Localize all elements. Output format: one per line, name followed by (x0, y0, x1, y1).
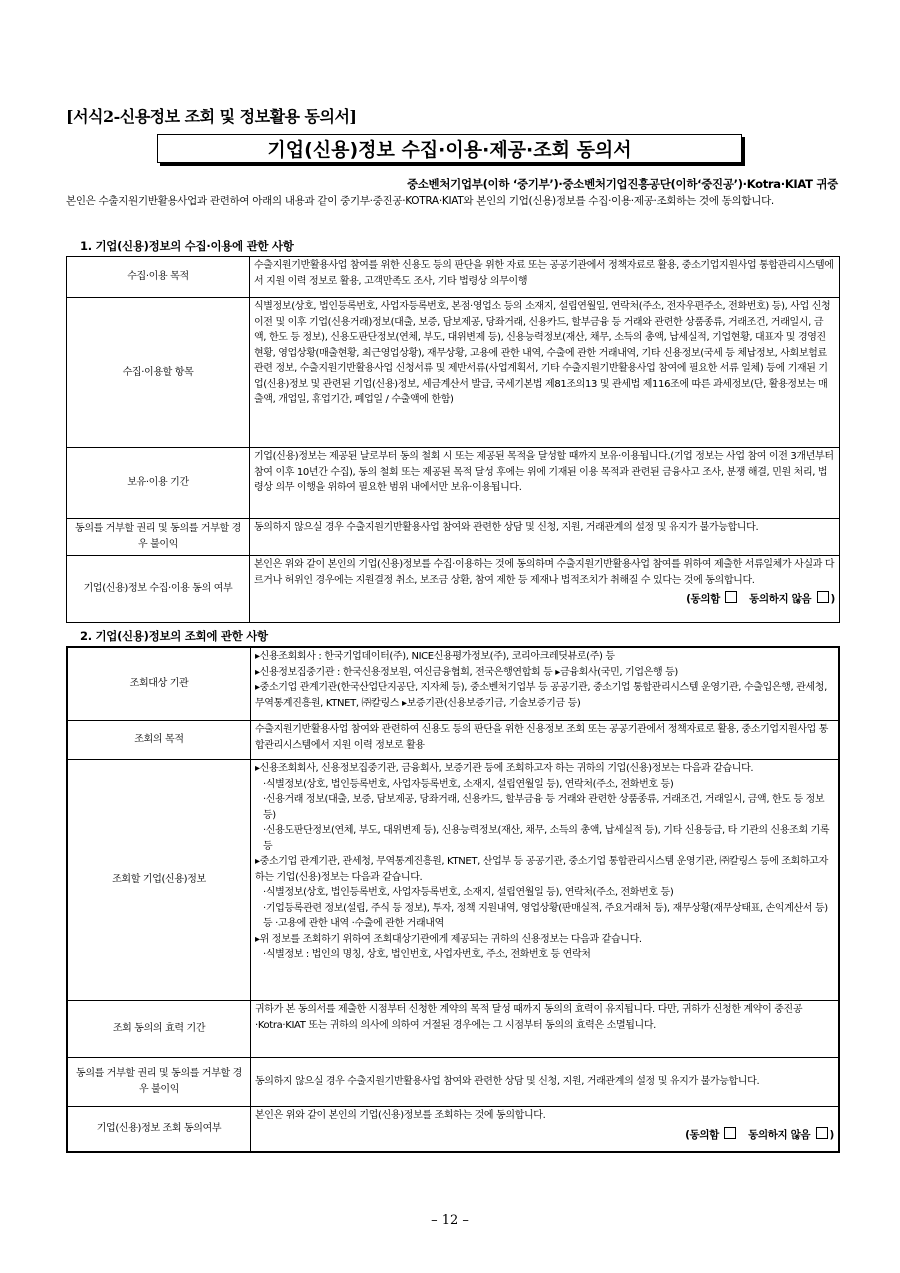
row-label: 동의를 거부할 권리 및 동의를 거부할 경우 불이익 (67, 1058, 251, 1107)
table-row (67, 1058, 839, 1107)
row-label: 조회할 기업(신용)정보 (67, 760, 251, 1001)
info-line: ▸신용조회회사, 신용정보집중기관, 금융회사, 보증기관 등에 조회하고자 하는 귀하의 기업(신용)정보는 다음과 같습니다. (255, 763, 754, 774)
info-line: ·식별정보(상호, 법인등록번호, 사업자등록번호, 소재지, 설립연월일 등), 연락처(주소, 전화번호 등) (263, 778, 674, 790)
form-label: [서식2-신용정보 조회 및 정보활용 동의서] (66, 107, 357, 126)
intro-text: 본인은 수출지원기반활용사업과 관련하여 아래의 내용과 같이 중기부·중진공·KOTRA·KIAT와 본인의 기업(신용)정보를 수집·이용·제공·조회하는 것에 동의합니다. (66, 195, 774, 207)
table-row (67, 519, 840, 556)
row-content (250, 556, 840, 623)
row-label: 기업(신용)정보 조회 동의여부 (67, 1107, 251, 1153)
section1-title: 1. 기업(신용)정보의 수집·이용에 관한 사항 (80, 239, 294, 253)
title-box (157, 134, 742, 163)
info-line: ·신용거래 정보(대출, 보증, 담보제공, 당좌거래, 신용카드, 할부금융 등 거래와 관련한 상품종류, 거래조건, 거래일시, 금액, 한도 등 정보 등) (263, 794, 825, 821)
info-line: ·신용도판단정보(연체, 부도, 대위변제 등), 신용능력정보(재산, 채무, 소득의 총액, 납세실적 등), 기타 신용등급, 타 기관의 신용조회 기록 등 (263, 825, 830, 852)
consent-text: 본인은 위와 같이 본인의 기업(신용)정보를 수집·이용하는 것에 동의하며 수출지원기반활용사업 참여를 위하여 제출한 서류일체가 사실과 다르거나 허위인 경우에는 지원결정 취소, 보조금 상환, 참여 제한 등 제재나 법적조치가 취해질 수 있다는 것에 동의합니다. (254, 559, 835, 586)
consent-checkboxes: (동의함 동의하지 않음 ) (686, 593, 835, 605)
info-line: ·기업등록관련 정보(설립, 주식 등 정보), 투자, 정책 지원내역, 영업상황(판매실적, 주요거래처 등), 재무상황(재무상태표, 손익계산서 등) 등 ·고용에 관한 내역 ·수출에 관한 거래내역 (263, 902, 828, 929)
row-label: 수집·이용 목적 (67, 257, 250, 298)
target-line: ▸신용조회회사 : 한국기업데이터(주), NICE신용평가정보(주), 코리아크레딧뷰로(주) 등 (255, 651, 615, 662)
row-label: 기업(신용)정보 수집·이용 동의 여부 (67, 556, 250, 623)
table-row (67, 721, 839, 760)
agree-label: 동의함 (689, 1128, 719, 1141)
table-row (67, 257, 840, 298)
disagree-label: 동의하지 않음 (748, 1128, 811, 1141)
section2-table (66, 646, 840, 1153)
agree-checkbox[interactable] (725, 591, 737, 603)
row-content: 기업(신용)정보는 제공된 날로부터 동의 철회 시 또는 제공된 목적을 달성할 때까지 보유·이용됩니다.(기업 정보는 사업 참여 이전 3개년부터 참여 이후 10년간 수집), 동의 철회 또는 제공된 목적 달성 후에는 위에 기재된 이용 목적과 관련된 금융사고 조사, 분쟁 해결, 민원 처리, 법령상 의무 이행을 위하여 필요한 범위 내에서만 보유·이용됩니다. (250, 448, 840, 519)
section2-title: 2. 기업(신용)정보의 조회에 관한 사항 (80, 629, 268, 643)
table-row (67, 760, 839, 1001)
table-row (67, 448, 840, 519)
target-line: ▸중소기업 관계기관(한국산업단지공단, 지자체 등), 중소벤처기업부 등 공공기관, 중소기업 통합관리시스템 운영기관, 수출입은행, 관세청, 무역통계진흥원, KTNET, ㈜칼링스 ▸보증기관(신용보증기금, 기술보증기금 등) (255, 682, 827, 709)
row-content: 식별정보(상호, 법인등록번호, 사업자등록번호, 본점·영업소 등의 소재지, 설립연월일, 연락처(주소, 전자우편주소, 전화번호) 등), 사업 신청 이전 및 이후 기업(신용거래)정보(대출, 보증, 담보제공, 당좌거래, 신용카드, 할부금융 등 거래와 관련한 상품종류, 거래조건, 거래일시, 금액, 한도 등 정보), 신용도판단정보(연체, 부도, 대위변제 등), 신용능력정보(재산, 채무, 소득의 총액, 납세실적, 기업현황, 대표자 및 경영진 현황, 영업상황(매출현황, 최근영업상황), 재무상황, 고용에 관한 내역, 수출에 관한 거래내역, 기타 신용정보(국세 등 체납정보, 사회보험료 관련 정보, 수출지원기반활용사업 신청서류 및 제반서류(사업계획서, 기타 수출지원기반활용사업 참여에 필요한 서류 일체) 등에 기재된 기업(신용)정보 및 관련된 기업(신용)정보, 세금계산서 발급, 국세기본법 제81조의13 및 관세법 제116조에 따른 과세정보(단, 활용정보는 매출액, 개업일, 휴업기간, 폐업일 / 수출액에 한함) (250, 298, 840, 448)
agree-checkbox[interactable] (724, 1127, 736, 1139)
row-content: 동의하지 않으실 경우 수출지원기반활용사업 참여와 관련한 상담 및 신청, 지원, 거래관계의 설정 및 유지가 불가능합니다. (251, 1058, 840, 1107)
info-line: ▸중소기업 관계기관, 관세청, 무역통계진흥원, KTNET, 산업부 등 공공기관, 중소기업 통합관리시스템 운영기관, ㈜칼링스 등에 조회하고자 하는 기업(신용)정보는 다음과 같습니다. (255, 856, 828, 883)
section1-table (66, 256, 840, 623)
row-content (251, 1107, 840, 1153)
row-label: 동의를 거부할 권리 및 동의를 거부할 경우 불이익 (67, 519, 250, 556)
row-content: 수출지원기반활용사업 참여와 관련하여 신용도 등의 판단을 위한 신용정보 조회 또는 공공기관에서 정책자료로 활용, 중소기업지원사업 통합관리시스템에서 지원 이력 정보로 활용 (251, 721, 840, 760)
row-label: 조회 동의의 효력 기간 (67, 1001, 251, 1058)
table-row (67, 1001, 839, 1058)
row-label: 보유·이용 기간 (67, 448, 250, 519)
row-label: 조회대상 기관 (67, 647, 251, 721)
table-row (67, 298, 840, 448)
info-line: ▸위 정보를 조회하기 위하여 조회대상기관에게 제공되는 귀하의 신용정보는 다음과 같습니다. (255, 933, 642, 945)
row-label: 수집·이용할 항목 (67, 298, 250, 448)
target-line: ▸신용정보집중기관 : 한국신용정보원, 여신금융협회, 전국은행연합회 등 ▸금융회사(국민, 기업은행 등) (255, 666, 678, 678)
table-row (67, 647, 839, 721)
info-line: ·식별정보(상호, 법인등록번호, 사업자등록번호, 소재지, 설립연월일 등), 연락처(주소, 전화번호 등) (263, 887, 674, 898)
row-content: 동의하지 않으실 경우 수출지원기반활용사업 참여와 관련한 상담 및 신청, 지원, 거래관계의 설정 및 유지가 불가능합니다. (250, 519, 840, 556)
disagree-checkbox[interactable] (816, 1127, 828, 1139)
row-content (251, 760, 840, 1001)
agree-label: 동의함 (690, 593, 720, 605)
disagree-checkbox[interactable] (817, 591, 829, 603)
row-label: 조회의 목적 (67, 721, 251, 760)
page-number: – 12 – (431, 1213, 469, 1228)
document-title: 기업(신용)정보 수집·이용·제공·조회 동의서 (267, 139, 632, 161)
consent-checkboxes: (동의함 동의하지 않음 ) (685, 1128, 834, 1141)
table-row (67, 1107, 839, 1153)
row-content: 수출지원기반활용사업 참여를 위한 신용도 등의 판단을 위한 자료 또는 공공기관에서 정책자료로 활용, 중소기업지원사업 통합관리시스템에서 지원 이력 정보로 활용, 고객만족도 조사, 기타 법령상 의무이행 (250, 257, 840, 298)
info-line: ·식별정보 : 법인의 명칭, 상호, 법인번호, 사업자번호, 주소, 전화번호 등 연락처 (263, 949, 591, 960)
disagree-label: 동의하지 않음 (749, 593, 812, 605)
addressee: 중소벤처기업부(이하 ‘중기부’)·중소벤처기업진흥공단(이하‘중진공’)·Kotra·KIAT 귀중 (406, 177, 838, 191)
consent-text: 본인은 위와 같이 본인의 기업(신용)정보를 조회하는 것에 동의합니다. (255, 1110, 546, 1121)
row-content (251, 647, 840, 721)
table-row (67, 556, 840, 623)
row-content: 귀하가 본 동의서를 제출한 시점부터 신청한 계약의 목적 달성 때까지 동의의 효력이 유지됩니다. 다만, 귀하가 신청한 계약이 중진공·Kotra·KIAT 또는 귀하의 의사에 의하여 거절된 경우에는 그 시점부터 동의의 효력은 소멸됩니다. (251, 1001, 840, 1058)
